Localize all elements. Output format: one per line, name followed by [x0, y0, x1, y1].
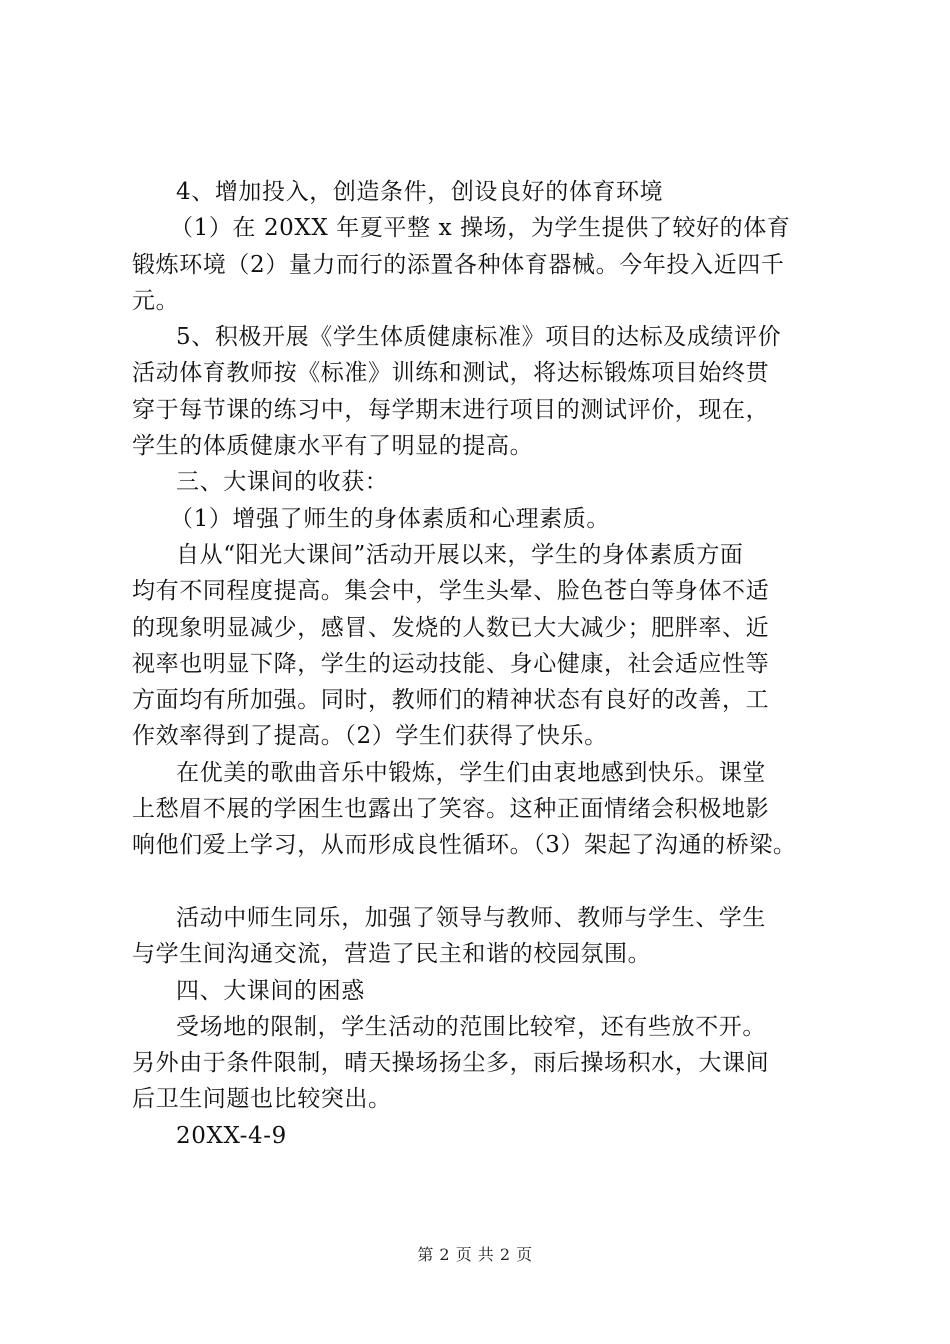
text-line: 上愁眉不展的学困生也露出了笑容。这种正面情绪会积极地影 — [132, 796, 770, 823]
document-date: 20XX-4-9 — [176, 1122, 287, 1149]
text-line: 受场地的限制，学生活动的范围比较窄，还有些放不开。 — [176, 1013, 766, 1040]
page-number-footer: 第 2 页 共 2 页 — [417, 1245, 533, 1264]
text-line: 后卫生问题也比较突出。 — [132, 1086, 392, 1113]
text-line: 与学生间沟通交流，营造了民主和谐的校园氛围。 — [132, 941, 652, 968]
text-line: 5、积极开展《学生体质健康标准》项目的达标及成绩评价 — [176, 324, 782, 351]
text-line: 均有不同程度提高。集会中，学生头晕、脸色苍白等身体不适 — [132, 578, 770, 605]
text-line: 的现象明显减少，感冒、发烧的人数已大大减少；肥胖率、近 — [132, 614, 770, 641]
text-line: 学生的体质健康水平有了明显的提高。 — [132, 433, 534, 460]
text-line: 另外由于条件限制，晴天操场扬尘多，雨后操场积水，大课间 — [132, 1050, 770, 1077]
document-body — [132, 174, 832, 1154]
text-line: 作效率得到了提高。（2）学生们获得了快乐。 — [132, 723, 608, 750]
text-line: 自从“阳光大课间”活动开展以来，学生的身体素质方面 — [176, 541, 744, 568]
text-line: 穿于每节课的练习中，每学期末进行项目的测试评价，现在， — [132, 396, 770, 423]
text-line: 锻炼环境（2）量力而行的添置各种体育器械。今年投入近四千 — [132, 251, 785, 278]
text-line: 4、增加投入，创造条件，创设良好的体育环境 — [176, 179, 664, 205]
text-line: 活动体育教师按《标准》训练和测试，将达标锻炼项目始终贯 — [132, 360, 770, 387]
text-line: 元。 — [132, 287, 180, 314]
text-line: （1）增强了师生的身体素质和心理素质。 — [170, 505, 611, 532]
text-line: 在优美的歌曲音乐中锻炼，学生们由衷地感到快乐。课堂 — [176, 759, 766, 786]
section-heading: 四、大课间的困惑 — [176, 977, 365, 1004]
text-line: 活动中师生同乐，加强了领导与教师、教师与学生、学生 — [176, 904, 766, 931]
text-line: 方面均有所加强。同时，教师们的精神状态有良好的改善，工 — [132, 687, 770, 714]
text-line: 视率也明显下降，学生的运动技能、身心健康，社会适应性等 — [132, 650, 770, 677]
text-line: （1）在 20XX 年夏平整 x 操场，为学生提供了较好的体育 — [170, 215, 791, 242]
section-heading: 三、大课间的收获： — [176, 469, 389, 496]
blank-line — [132, 864, 832, 900]
text-line: 响他们爱上学习，从而形成良性循环。（3）架起了沟通的桥梁。 — [132, 832, 797, 859]
